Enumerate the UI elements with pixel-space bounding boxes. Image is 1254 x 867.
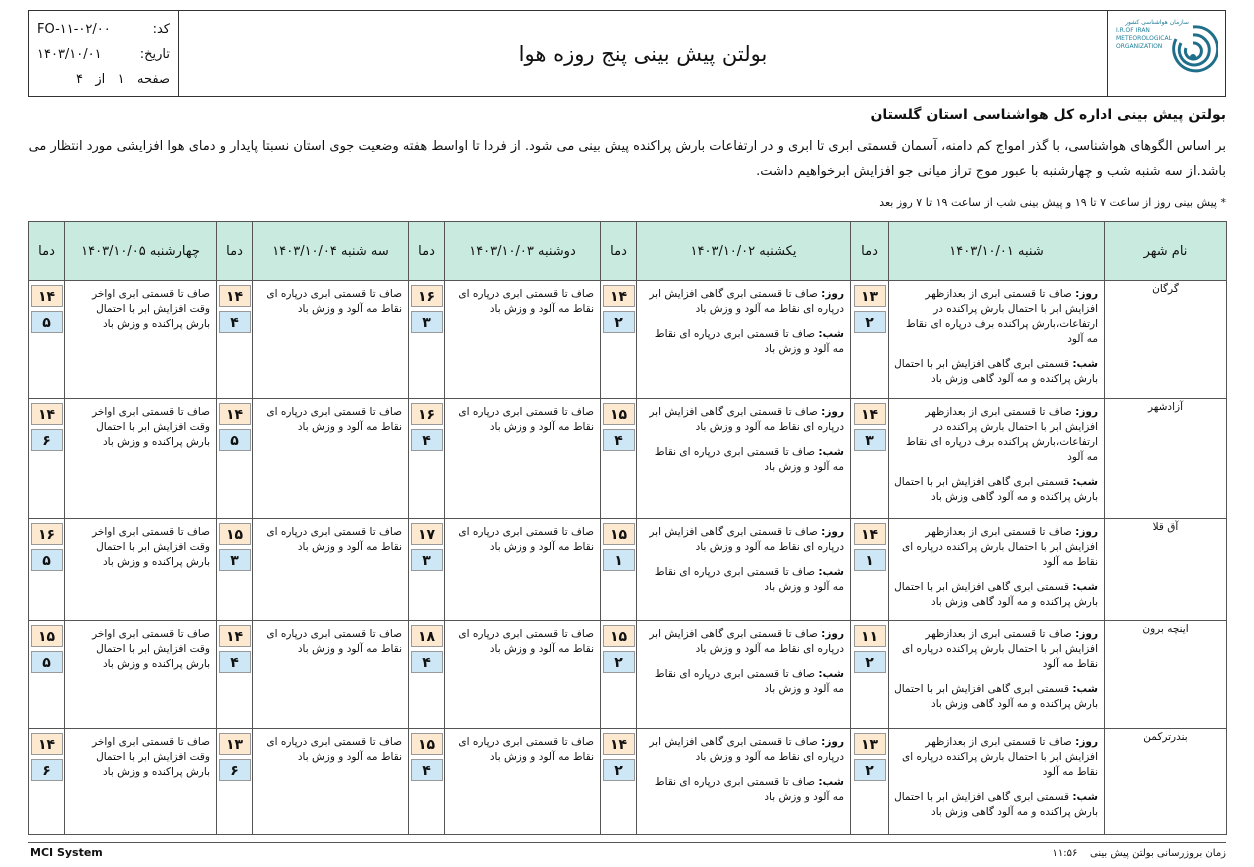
- max-temp: ۱۳: [219, 733, 251, 755]
- table-row: [29, 621, 1227, 729]
- forecast-cell: [253, 399, 409, 519]
- forecast-summary: بر اساس الگوهای هواشناسی، با گذر امواج کم دامنه، آسمان قسمتی ابری تا ابری و در ارتفاعات بارش پراکنده پیش بینی می شود. از فردا تا اواسط هفته وضعیت جوی استان نسبتا پایدار و دمای هوا افزایشی مورد انتظار می باشد.از سه شنبه شب و چهارشنبه با عبور موج تراز میانی جو افزایش ابرخواهیم داشت.: [28, 139, 1226, 179]
- day-forecast: صاف تا قسمتی ابری درپاره ای نقاط مه آلود و وزش باد: [266, 406, 402, 433]
- city-name: گرگان: [1105, 281, 1227, 399]
- max-temp: ۱۸: [411, 625, 443, 647]
- min-temp: ۶: [219, 759, 251, 781]
- temp-header: دما: [601, 222, 637, 281]
- min-temp: ۴: [411, 429, 443, 451]
- day-label: روز:: [821, 288, 844, 300]
- bulletin-heading: بولتن پیش بینی اداره کل هواشناسی استان گلستان: [870, 107, 1226, 123]
- forecast-cell: [445, 621, 601, 729]
- day-forecast: صاف تا قسمتی ابری گاهی افزایش ابر درپاره ای نقاط مه آلود و وزش باد: [649, 406, 844, 433]
- day-forecast: صاف تا قسمتی ابری درپاره ای نقاط مه آلود و وزش باد: [458, 526, 594, 553]
- min-temp: ۲: [854, 759, 886, 781]
- footer-divider: [28, 842, 1226, 843]
- forecast-cell: [889, 399, 1105, 519]
- forecast-cell: [253, 519, 409, 621]
- temp-cell: [217, 519, 253, 621]
- page-label: صفحه: [137, 72, 170, 87]
- day-forecast: صاف تا قسمتی ابری گاهی افزایش ابر درپاره ای نقاط مه آلود و وزش باد: [649, 628, 844, 655]
- day-forecast: صاف تا قسمتی ابری از بعدازظهر افزایش ابر با احتمال بارش پراکنده در ارتفاعات،بارش پراکنده برف درپاره ای نقاط مه آلود: [906, 406, 1098, 463]
- min-temp: ۲: [603, 311, 635, 333]
- day-label: روز:: [1075, 628, 1098, 640]
- temp-cell: [29, 621, 65, 729]
- night-forecast: قسمتی ابری گاهی افزایش ابر با احتمال بارش پراکنده و مه آلود گاهی وزش باد: [894, 683, 1098, 710]
- date-value: ۱۴۰۳/۱۰/۰۱: [37, 47, 102, 62]
- night-forecast: قسمتی ابری گاهی افزایش ابر با احتمال بارش پراکنده و مه آلود گاهی وزش باد: [894, 358, 1098, 385]
- forecast-cell: [637, 519, 851, 621]
- night-label: شب:: [818, 446, 844, 458]
- logo-text-en-1: I.R.OF IRAN: [1116, 27, 1150, 34]
- max-temp: ۱۴: [219, 285, 251, 307]
- min-temp: ۲: [603, 759, 635, 781]
- night-label: شب:: [818, 328, 844, 340]
- forecast-cell: [445, 519, 601, 621]
- forecast-cell: [253, 281, 409, 399]
- min-temp: ۱: [854, 549, 886, 571]
- temp-cell: [601, 519, 637, 621]
- day-forecast: صاف تا قسمتی ابری از بعدازظهر افزایش ابر با احتمال بارش پراکنده در ارتفاعات،بارش پراکنده برف درپاره ای نقاط مه آلود: [906, 288, 1098, 345]
- forecast-cell: [637, 281, 851, 399]
- date-row: [37, 42, 170, 67]
- temp-cell: [29, 399, 65, 519]
- day-forecast: صاف تا قسمتی ابری از بعدازظهر افزایش ابر با احتمال بارش پراکنده درپاره ای نقاط مه آلود: [902, 526, 1098, 568]
- day-header-0: شنبه ۱۴۰۳/۱۰/۰۱: [889, 222, 1105, 281]
- temp-cell: [851, 519, 889, 621]
- day-forecast: صاف تا قسمتی ابری اواخر وقت افزایش ابر با احتمال بارش پراکنده و وزش باد: [92, 628, 210, 670]
- temp-cell: [851, 281, 889, 399]
- day-label: روز:: [1075, 288, 1098, 300]
- day-label: روز:: [821, 406, 844, 418]
- day-label: روز:: [1075, 736, 1098, 748]
- temp-cell: [409, 519, 445, 621]
- min-temp: ۶: [31, 759, 63, 781]
- day-forecast: صاف تا قسمتی ابری درپاره ای نقاط مه آلود و وزش باد: [458, 288, 594, 315]
- city-name: آزادشهر: [1105, 399, 1227, 519]
- logo-text-en-2: METEOROLOGICAL: [1116, 35, 1172, 42]
- forecast-cell: [637, 399, 851, 519]
- max-temp: ۱۴: [219, 403, 251, 425]
- day-forecast: صاف تا قسمتی ابری گاهی افزایش ابر درپاره ای نقاط مه آلود و وزش باد: [649, 288, 844, 315]
- temp-header: دما: [851, 222, 889, 281]
- day-label: روز:: [821, 628, 844, 640]
- day-forecast: صاف تا قسمتی ابری درپاره ای نقاط مه آلود و وزش باد: [266, 736, 402, 763]
- day-forecast: صاف تا قسمتی ابری درپاره ای نقاط مه آلود و وزش باد: [266, 628, 402, 655]
- temp-cell: [29, 519, 65, 621]
- night-forecast: قسمتی ابری گاهی افزایش ابر با احتمال بارش پراکنده و مه آلود گاهی وزش باد: [894, 791, 1098, 818]
- max-temp: ۱۵: [219, 523, 251, 545]
- forecast-cell: [445, 281, 601, 399]
- city-name: آق قلا: [1105, 519, 1227, 621]
- max-temp: ۱۴: [603, 285, 635, 307]
- night-label: شب:: [818, 668, 844, 680]
- night-forecast: قسمتی ابری گاهی افزایش ابر با احتمال بارش پراکنده و مه آلود گاهی وزش باد: [894, 476, 1098, 503]
- date-label: تاریخ:: [139, 47, 170, 62]
- max-temp: ۱۶: [411, 285, 443, 307]
- forecast-cell: [445, 399, 601, 519]
- page-number: ۱: [117, 72, 125, 87]
- max-temp: ۱۴: [31, 733, 63, 755]
- max-temp: ۱۵: [603, 625, 635, 647]
- min-temp: ۲: [603, 651, 635, 673]
- temp-cell: [217, 621, 253, 729]
- max-temp: ۱۵: [411, 733, 443, 755]
- temp-cell: [601, 281, 637, 399]
- forecast-cell: [253, 729, 409, 835]
- page-row: [37, 67, 170, 92]
- temp-cell: [409, 281, 445, 399]
- forecast-cell: [889, 519, 1105, 621]
- min-temp: ۳: [219, 549, 251, 571]
- max-temp: ۱۴: [854, 403, 886, 425]
- day-forecast: صاف تا قسمتی ابری گاهی افزایش ابر درپاره ای نقاط مه آلود و وزش باد: [649, 736, 844, 763]
- max-temp: ۱۵: [603, 523, 635, 545]
- min-temp: ۴: [603, 429, 635, 451]
- day-forecast: صاف تا قسمتی ابری درپاره ای نقاط مه آلود و وزش باد: [458, 628, 594, 655]
- max-temp: ۱۴: [603, 733, 635, 755]
- min-temp: ۳: [411, 549, 443, 571]
- min-temp: ۵: [31, 549, 63, 571]
- min-temp: ۵: [31, 651, 63, 673]
- temp-cell: [601, 729, 637, 835]
- page-of-label: از: [95, 72, 106, 87]
- day-forecast: صاف تا قسمتی ابری اواخر وقت افزایش ابر با احتمال بارش پراکنده و وزش باد: [92, 736, 210, 778]
- night-forecast: قسمتی ابری گاهی افزایش ابر با احتمال بارش پراکنده و مه آلود گاهی وزش باد: [894, 581, 1098, 608]
- temp-cell: [851, 729, 889, 835]
- forecast-table: [28, 221, 1227, 835]
- night-label: شب:: [1072, 791, 1098, 803]
- forecast-cell: [889, 621, 1105, 729]
- night-label: شب:: [818, 566, 844, 578]
- day-forecast: صاف تا قسمتی ابری درپاره ای نقاط مه آلود و وزش باد: [458, 406, 594, 433]
- forecast-cell: [637, 729, 851, 835]
- max-temp: ۱۴: [854, 523, 886, 545]
- max-temp: ۱۴: [31, 285, 63, 307]
- day-forecast: صاف تا قسمتی ابری اواخر وقت افزایش ابر با احتمال بارش پراکنده و وزش باد: [92, 526, 210, 568]
- max-temp: ۱۱: [854, 625, 886, 647]
- table-row: [29, 399, 1227, 519]
- forecast-cell: [65, 281, 217, 399]
- night-label: شب:: [1072, 476, 1098, 488]
- min-temp: ۵: [219, 429, 251, 451]
- document-meta: [29, 11, 179, 96]
- night-label: شب:: [1072, 581, 1098, 593]
- night-forecast: صاف تا قسمتی ابری درپاره ای نقاط مه آلود و وزش باد: [654, 328, 844, 355]
- night-forecast: صاف تا قسمتی ابری درپاره ای نقاط مه آلود و وزش باد: [654, 566, 844, 593]
- temp-cell: [29, 281, 65, 399]
- min-temp: ۴: [411, 651, 443, 673]
- temp-cell: [409, 621, 445, 729]
- code-row: [37, 17, 170, 42]
- temp-header: دما: [409, 222, 445, 281]
- forecast-cell: [445, 729, 601, 835]
- forecast-cell: [637, 621, 851, 729]
- city-name: بندرترکمن: [1105, 729, 1227, 835]
- code-label: کد:: [152, 22, 170, 37]
- temp-header: دما: [29, 222, 65, 281]
- table-header-row: [29, 222, 1227, 281]
- page-title: بولتن پیش بینی پنج روزه هوا: [518, 41, 768, 66]
- table-row: [29, 519, 1227, 621]
- day-forecast: صاف تا قسمتی ابری درپاره ای نقاط مه آلود و وزش باد: [458, 736, 594, 763]
- day-label: روز:: [1075, 406, 1098, 418]
- logo-text-fa: سازمان هواشناسی کشور: [1125, 19, 1189, 26]
- temp-cell: [851, 621, 889, 729]
- night-label: شب:: [818, 776, 844, 788]
- min-temp: ۲: [854, 651, 886, 673]
- day-forecast: صاف تا قسمتی ابری از بعدازظهر افزایش ابر با احتمال بارش پراکنده درپاره ای نقاط مه آلود: [902, 628, 1098, 670]
- day-forecast: صاف تا قسمتی ابری گاهی افزایش ابر درپاره ای نقاط مه آلود و وزش باد: [649, 526, 844, 553]
- meteorological-logo-icon: [1168, 21, 1218, 87]
- temp-header: دما: [217, 222, 253, 281]
- temp-cell: [409, 729, 445, 835]
- forecast-cell: [889, 281, 1105, 399]
- organization-logo: [1107, 11, 1225, 96]
- max-temp: ۱۴: [219, 625, 251, 647]
- min-temp: ۵: [31, 311, 63, 333]
- day-header-1: یکشنبه ۱۴۰۳/۱۰/۰۲: [637, 222, 851, 281]
- day-header-3: سه شنبه ۱۴۰۳/۱۰/۰۴: [253, 222, 409, 281]
- city-name: اینچه برون: [1105, 621, 1227, 729]
- day-forecast: صاف تا قسمتی ابری درپاره ای نقاط مه آلود و وزش باد: [266, 288, 402, 315]
- table-row: [29, 729, 1227, 835]
- night-forecast: صاف تا قسمتی ابری درپاره ای نقاط مه آلود و وزش باد: [654, 446, 844, 473]
- max-temp: ۱۵: [31, 625, 63, 647]
- temp-cell: [409, 399, 445, 519]
- max-temp: ۱۳: [854, 733, 886, 755]
- min-temp: ۲: [854, 311, 886, 333]
- max-temp: ۱۴: [31, 403, 63, 425]
- temp-cell: [29, 729, 65, 835]
- day-label: روز:: [821, 526, 844, 538]
- city-column-header: نام شهر: [1105, 222, 1227, 281]
- logo-text-en-3: ORGANIZATION: [1116, 43, 1163, 50]
- day-forecast: صاف تا قسمتی ابری اواخر وقت افزایش ابر با احتمال بارش پراکنده و وزش باد: [92, 288, 210, 330]
- temp-cell: [217, 729, 253, 835]
- min-temp: ۴: [411, 759, 443, 781]
- page-total: ۴: [75, 72, 83, 87]
- day-forecast: صاف تا قسمتی ابری درپاره ای نقاط مه آلود و وزش باد: [266, 526, 402, 553]
- night-label: شب:: [1072, 683, 1098, 695]
- day-forecast: صاف تا قسمتی ابری از بعدازظهر افزایش ابر با احتمال بارش پراکنده درپاره ای نقاط مه آلود: [902, 736, 1098, 778]
- night-forecast: صاف تا قسمتی ابری درپاره ای نقاط مه آلود و وزش باد: [654, 776, 844, 803]
- update-time: [1052, 848, 1226, 859]
- forecast-cell: [65, 729, 217, 835]
- system-label: MCI System: [30, 846, 103, 859]
- max-temp: ۱۳: [854, 285, 886, 307]
- min-temp: ۶: [31, 429, 63, 451]
- day-header-2: دوشنبه ۱۴۰۳/۱۰/۰۳: [445, 222, 601, 281]
- temp-cell: [851, 399, 889, 519]
- max-temp: ۱۶: [411, 403, 443, 425]
- temp-cell: [601, 621, 637, 729]
- night-forecast: صاف تا قسمتی ابری درپاره ای نقاط مه آلود و وزش باد: [654, 668, 844, 695]
- update-value: ۱۱:۵۶: [1052, 848, 1078, 859]
- table-row: [29, 281, 1227, 399]
- day-label: روز:: [1075, 526, 1098, 538]
- forecast-cell: [889, 729, 1105, 835]
- max-temp: ۱۶: [31, 523, 63, 545]
- min-temp: ۳: [411, 311, 443, 333]
- temp-cell: [217, 399, 253, 519]
- temp-cell: [217, 281, 253, 399]
- min-temp: ۱: [603, 549, 635, 571]
- forecast-time-note: * پیش بینی روز از ساعت ۷ تا ۱۹ و پیش بینی شب از ساعت ۱۹ تا ۷ روز بعد: [879, 196, 1226, 209]
- max-temp: ۱۷: [411, 523, 443, 545]
- code-value: FO-۱۱-۰۲/۰۰: [37, 22, 111, 37]
- day-label: روز:: [821, 736, 844, 748]
- min-temp: ۴: [219, 651, 251, 673]
- forecast-cell: [65, 519, 217, 621]
- min-temp: ۳: [854, 429, 886, 451]
- night-label: شب:: [1072, 358, 1098, 370]
- day-forecast: صاف تا قسمتی ابری اواخر وقت افزایش ابر با احتمال بارش پراکنده و وزش باد: [92, 406, 210, 448]
- bulletin-header: [28, 10, 1226, 97]
- forecast-cell: [65, 621, 217, 729]
- min-temp: ۴: [219, 311, 251, 333]
- forecast-cell: [253, 621, 409, 729]
- temp-cell: [601, 399, 637, 519]
- update-label: زمان بروزرسانی بولتن پیش بینی: [1090, 848, 1226, 859]
- max-temp: ۱۵: [603, 403, 635, 425]
- day-header-4: چهارشنبه ۱۴۰۳/۱۰/۰۵: [65, 222, 217, 281]
- forecast-cell: [65, 399, 217, 519]
